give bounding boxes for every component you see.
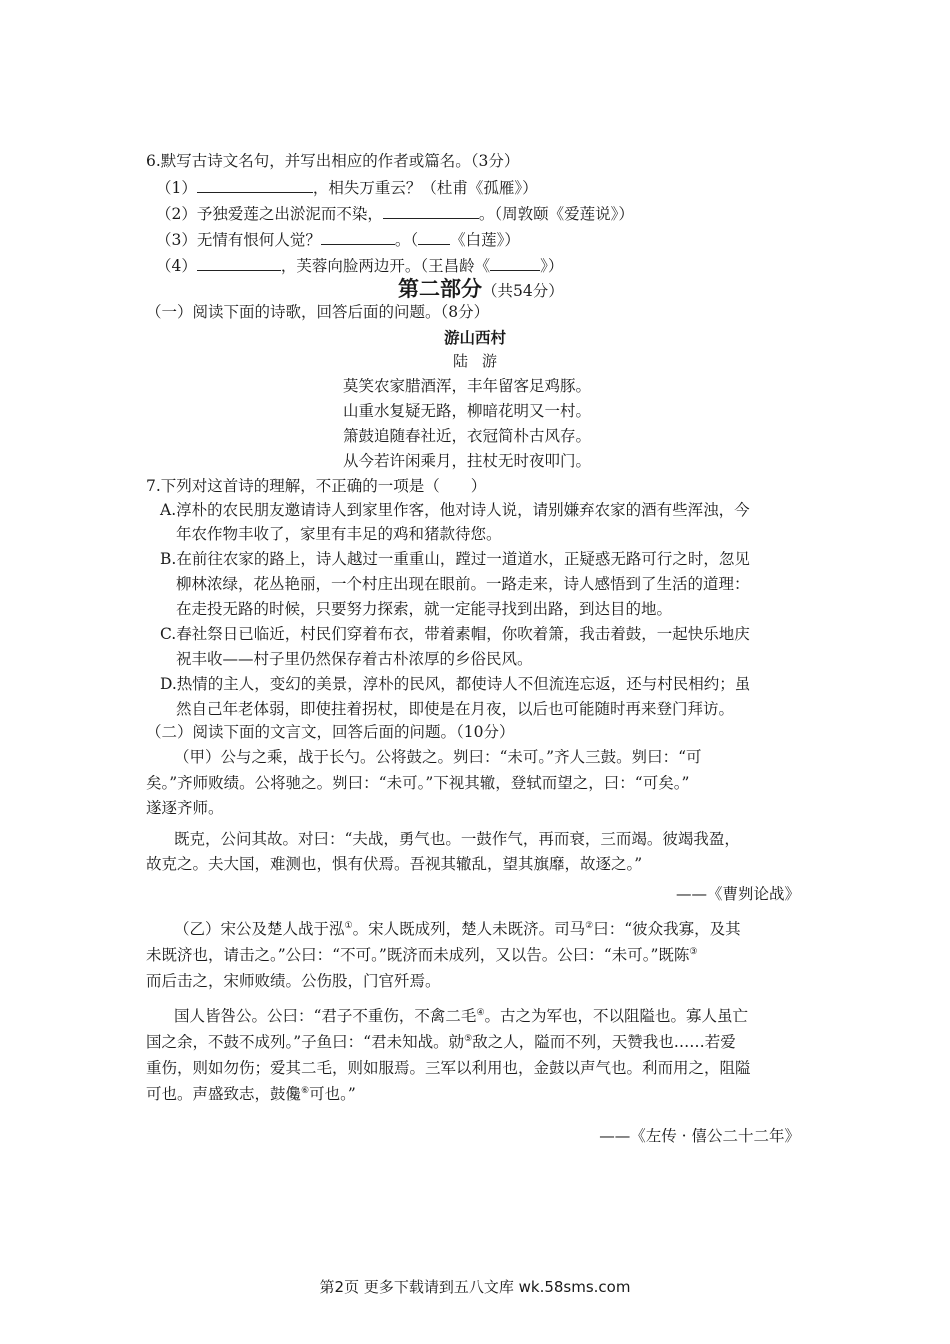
section2-intro: （二）阅读下面的文言文，回答后面的问题。（10分） bbox=[146, 723, 515, 741]
fill-blank[interactable] bbox=[418, 228, 450, 245]
yi-paragraph-1-cont: 未既济也，请击之。”公曰：“不可。”既济而未成列，又以告。公曰：“未可。”既陈③ bbox=[146, 946, 698, 964]
q6-item-4: （4） ，芙蓉向脸两边开。（王昌龄《 》） bbox=[156, 254, 563, 277]
q7-option-b-cont: 在走投无路的时候，只要努力探索，就一定能寻找到出路，到达目的地。 bbox=[176, 600, 673, 618]
yi-paragraph-2-cont: 国之余，不鼓不成列。”子鱼曰：“君未知战。勍⑤敌之人，隘而不列，天赞我也……若爱 bbox=[146, 1033, 736, 1051]
footnote-marker: ① bbox=[344, 920, 353, 931]
fill-blank[interactable] bbox=[197, 176, 313, 193]
q6-item-2: （2）予独爱莲之出淤泥而不染， 。（周敦颐《爱莲说》） bbox=[156, 202, 634, 225]
poem-author: 陆游 bbox=[452, 352, 511, 370]
q7-option-c-cont: 祝丰收——村子里仍然保存着古朴浓厚的乡俗民风。 bbox=[176, 650, 533, 668]
jia-paragraph-2: 既克，公问其故。对曰：“夫战，勇气也。一鼓作气，再而衰，三而竭。彼竭我盈， bbox=[174, 830, 740, 848]
jia-source: ——《曹刿论战》 bbox=[675, 885, 800, 903]
q7-option-c: C.春社祭日已临近，村民们穿着布衣，带着素帽，你吹着箫，我击着鼓，一起快乐地庆 bbox=[160, 625, 750, 643]
q7-option-a: A.淳朴的农民朋友邀请诗人到家里作客，他对诗人说，请别嫌弃农家的酒有些浑浊，今 bbox=[160, 501, 750, 519]
fill-blank[interactable] bbox=[490, 254, 540, 271]
yi-paragraph-2-cont: 重伤，则如勿伤；爱其二毛，则如服焉。三军以利用也，金鼓以声气也。利而用之，阻隘 bbox=[146, 1059, 751, 1077]
yi-paragraph-1-cont: 而后击之，宋师败绩。公伤股，门官歼焉。 bbox=[146, 972, 441, 990]
jia-paragraph-1-cont: 遂逐齐师。 bbox=[146, 799, 224, 817]
yi-paragraph-1: （乙）宋公及楚人战于泓①。宋人既成列，楚人未既济。司马②曰：“彼众我寡，及其 bbox=[174, 920, 741, 938]
q6-stem: 6.默写古诗文名句，并写出相应的作者或篇名。（3分） bbox=[146, 152, 520, 170]
poem-line: 莫笑农家腊酒浑，丰年留客足鸡豚。 bbox=[343, 377, 592, 395]
poem-line: 箫鼓追随春社近，衣冠简朴古风存。 bbox=[343, 427, 592, 445]
q6-item-1: （1） ，相失万重云？（杜甫《孤雁》） bbox=[156, 176, 538, 199]
q7-stem: 7.下列对这首诗的理解，不正确的一项是（ ） bbox=[146, 477, 487, 495]
poem-line: 从今若许闲乘月，拄杖无时夜叩门。 bbox=[343, 452, 592, 470]
yi-source: ——《左传 · 僖公二十二年》 bbox=[599, 1127, 800, 1145]
footnote-marker: ② bbox=[585, 920, 594, 931]
footnote-marker: ③ bbox=[689, 946, 698, 957]
fill-blank[interactable] bbox=[383, 202, 479, 219]
footnote-marker: ⑥ bbox=[301, 1085, 310, 1096]
q7-option-b-cont: 柳林浓绿，花丛艳丽，一个村庄出现在眼前。一路走来，诗人感悟到了生活的道理： bbox=[176, 575, 750, 593]
poem-line: 山重水复疑无路，柳暗花明又一村。 bbox=[343, 402, 592, 420]
footnote-marker: ⑤ bbox=[464, 1033, 473, 1044]
yi-paragraph-2: 国人皆咎公。公曰：“君子不重伤，不禽二毛④。古之为军也，不以阻隘也。寡人虽亡 bbox=[174, 1007, 749, 1025]
fill-blank[interactable] bbox=[321, 228, 395, 245]
part-heading: 第二部分（共54分） bbox=[398, 277, 564, 301]
jia-paragraph-1-cont: 矣。”齐师败绩。公将驰之。刿曰：“未可。”下视其辙，登轼而望之，曰：“可矣。” bbox=[146, 774, 690, 792]
section1-intro: （一）阅读下面的诗歌，回答后面的问题。（8分） bbox=[146, 303, 490, 321]
jia-paragraph-1: （甲）公与之乘，战于长勺。公将鼓之。刿曰：“未可。”齐人三鼓。刿曰：“可 bbox=[174, 748, 702, 766]
poem-title: 游山西村 bbox=[443, 329, 506, 347]
q7-option-a-cont: 年农作物丰收了，家里有丰足的鸡和猪款待您。 bbox=[176, 525, 502, 543]
footnote-marker: ④ bbox=[476, 1007, 485, 1018]
yi-paragraph-2-cont: 可也。声盛致志，鼓儳⑥可也。” bbox=[146, 1085, 356, 1103]
jia-paragraph-2-cont: 故克之。夫大国，难测也，惧有伏焉。吾视其辙乱，望其旗靡，故逐之。” bbox=[146, 855, 643, 873]
page-footer: 第2页 更多下载请到五八文库 wk.58sms.com bbox=[319, 1278, 631, 1296]
fill-blank[interactable] bbox=[197, 254, 281, 271]
q6-item-3: （3）无情有恨何人觉？ 。（ 《白莲》） bbox=[156, 228, 520, 251]
q7-option-b: B.在前往农家的路上，诗人越过一重重山，蹚过一道道水，正疑惑无路可行之时，忽见 bbox=[160, 550, 750, 568]
q7-option-d-cont: 然自己年老体弱，即使拄着拐杖，即使是在月夜，以后也可能随时再来登门拜访。 bbox=[176, 700, 735, 718]
q7-option-d: D.热情的主人，变幻的美景，淳朴的民风，都使诗人不但流连忘返，还与村民相约；虽 bbox=[160, 675, 751, 693]
